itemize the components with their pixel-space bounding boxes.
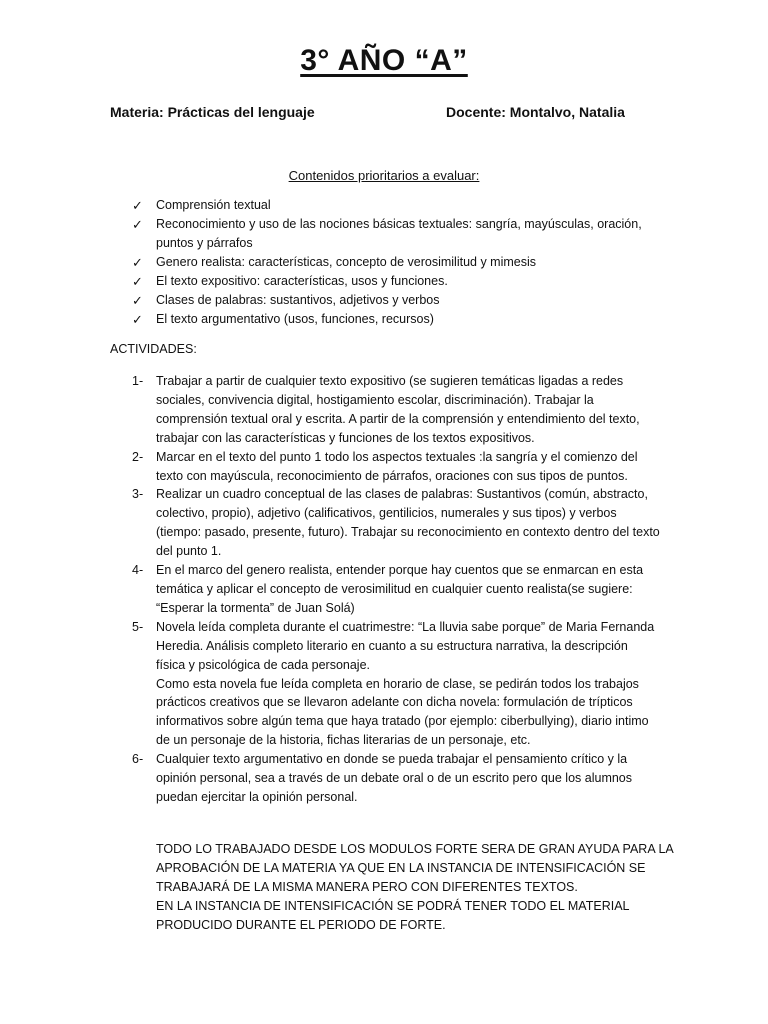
list-item-text: Comprensión textual: [156, 198, 271, 212]
activity-text: Novela leída completa durante el cuatrimestre: “La lluvia sabe porque” de Maria Fernanda Heredia. Análisis completo literario en cuanto a su estructura narrativa, la descripción física y psicológica de cada personaje.: [156, 619, 655, 672]
list-item: [132, 196, 672, 215]
activity-text: Cualquier texto argumentativo en donde se pueda trabajar el pensamiento crítico y la opinión personal, sea a través de un debate oral o de un escrito pero que los alumnos puedan ejercitar la opinión personal.: [156, 752, 633, 804]
list-item: [132, 291, 672, 310]
closing-paragraph: EN LA INSTANCIA DE INTENSIFICACIÓN SE PODRÁ TENER TODO EL MATERIAL PRODUCIDO DURANTE EL PERIODO DE FORTE.: [156, 899, 630, 932]
list-item: [132, 272, 672, 291]
activities-list: [132, 372, 660, 807]
activities-heading: ACTIVIDADES:: [110, 342, 197, 356]
activity-item: [132, 448, 660, 486]
activity-text: Realizar un cuadro conceptual de las clases de palabras: Sustantivos (común, abstracto, colectivo, propio), adjetivo (calificativos, gentilicios, numerales y sus tipos) y verbos (tiempo: pasado, presente, futuro). Trabajar su reconocimiento en contexto dentro del texto del punto 1.: [156, 487, 660, 559]
activity-item: [132, 561, 660, 618]
teacher-label: Docente: Montalvo, Natalia: [446, 104, 625, 120]
activity-text: Trabajar a partir de cualquier texto expositivo (se sugieren temáticas ligadas a redes sociales, convivencia digital, hostigamiento escolar, discriminación). Trabajar la comprensión textual oral y escrita. A partir de la comprensión y entendimiento del texto, trabajar con las características y funciones de los textos expositivos.: [156, 374, 640, 445]
checkmark-icon: ✓: [132, 198, 143, 213]
activity-number: 5-: [132, 619, 144, 634]
page-title: 3° AÑO “A”: [300, 44, 468, 77]
activity-item: [132, 485, 660, 561]
activity-number: 1-: [132, 374, 144, 388]
list-item-text: Clases de palabras: sustantivos, adjetivos y verbos: [156, 293, 440, 307]
list-item: [132, 310, 672, 329]
list-item-text: Reconocimiento y uso de las nociones básicas textuales: sangría, mayúsculas, oración, puntos y párrafos: [156, 217, 642, 250]
checkmark-icon: ✓: [132, 255, 143, 270]
contents-heading: Contenidos prioritarios a evaluar:: [288, 168, 480, 183]
list-item-text: Genero realista: características, concepto de verosimilitud y mimesis: [156, 255, 537, 269]
checkmark-icon: ✓: [132, 274, 143, 289]
activity-number: 4-: [132, 563, 144, 578]
list-item: [132, 253, 672, 272]
checkmark-icon: ✓: [132, 217, 143, 232]
activity-number: 2-: [132, 449, 144, 464]
subject-label: Materia: Prácticas del lenguaje: [110, 104, 315, 120]
list-item-text: El texto expositivo: características, usos y funciones.: [156, 274, 448, 288]
activity-item: [132, 750, 660, 807]
closing-paragraph: TODO LO TRABAJADO DESDE LOS MODULOS FORTE SERA DE GRAN AYUDA PARA LA APROBACIÓN DE LA MATERIA YA QUE EN LA INSTANCIA DE INTENSIFICACIÓN SE TRABAJARÁ DE LA MISMA MANERA PERO CON DIFERENTES TEXTOS.: [156, 842, 674, 894]
closing-note: [156, 840, 676, 935]
activity-text: En el marco del genero realista, entender porque hay cuentos que se enmarcan en esta temática y aplicar el concepto de verosimilitud en cualquier cuento realista(se sugiere: “Esperar la tormenta” de Juan Solá): [156, 563, 644, 615]
list-item: [132, 215, 672, 253]
list-item-text: El texto argumentativo (usos, funciones, recursos): [156, 312, 434, 326]
activity-note: Como esta novela fue leída completa en horario de clase, se pedirán todos los trabajos prácticos creativos que se llevaron adelante con dicha novela: formulación de trípticos informativos sobre algún tema que haya tratado (por ejemplo: ciberbullying), diario intimo de un personaje de la historia, fichas literarias de un personaje, etc.: [156, 676, 649, 748]
activity-text: Marcar en el texto del punto 1 todo los aspectos textuales :la sangría y el comienzo del texto con mayúscula, reconocimiento de párrafos, oraciones con sus tipos de puntos.: [156, 449, 638, 483]
activity-item: [132, 372, 660, 448]
activity-number: 6-: [132, 752, 144, 767]
activity-item: [132, 618, 660, 750]
checkmark-icon: ✓: [132, 293, 143, 308]
checkmark-icon: ✓: [132, 312, 143, 327]
activity-number: 3-: [132, 487, 144, 502]
contents-list: [132, 196, 672, 329]
